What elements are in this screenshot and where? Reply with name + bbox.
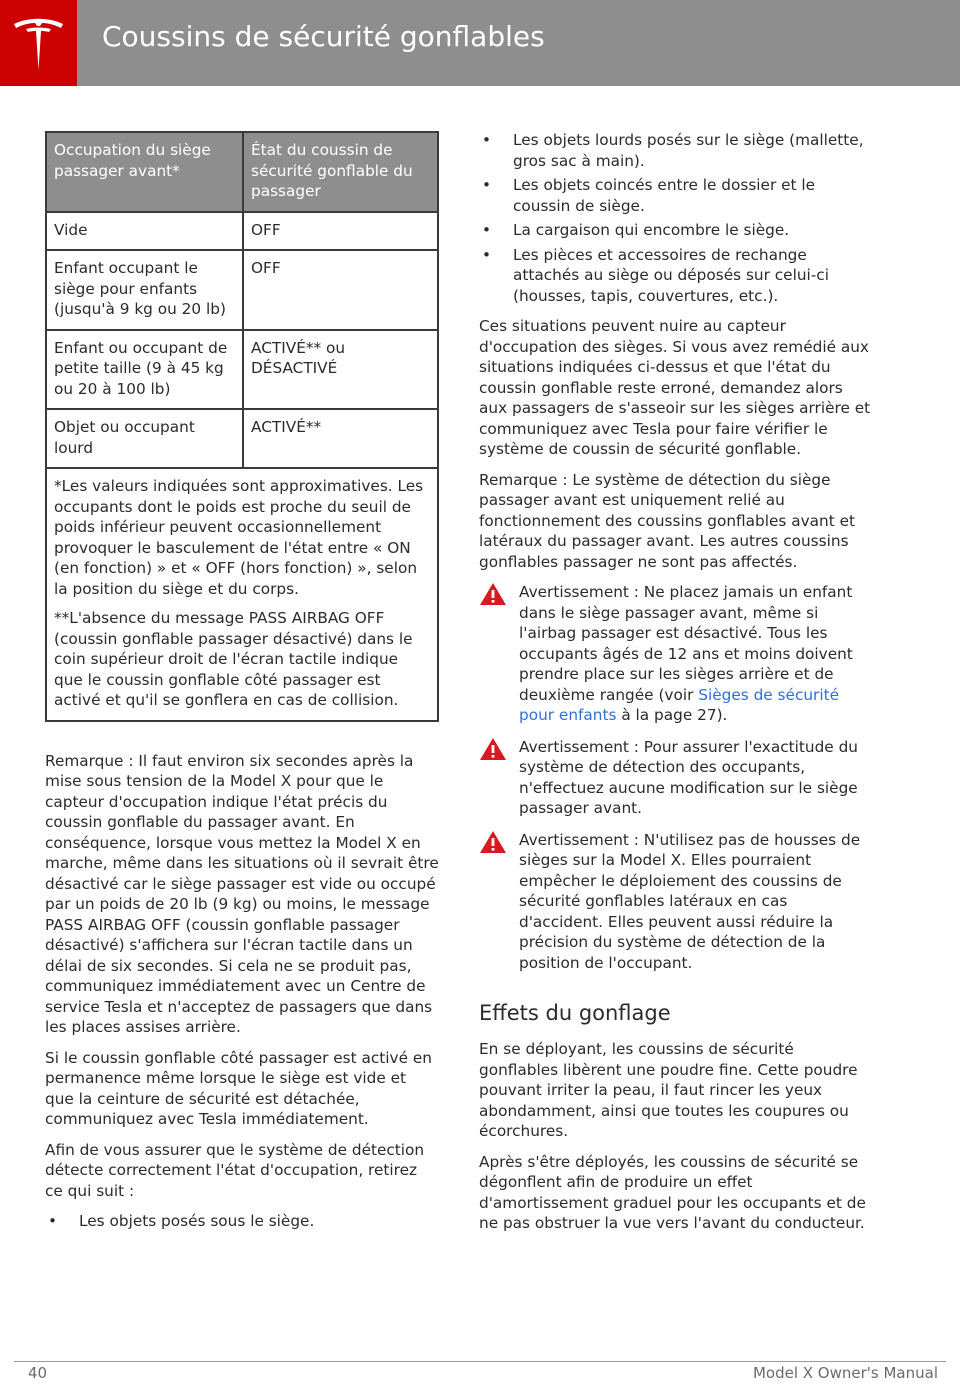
table-cell: ACTIVÉ**	[243, 409, 438, 468]
footer-divider	[14, 1361, 946, 1362]
table-notes	[46, 468, 438, 721]
list-item-text: La cargaison qui encombre le siège.	[513, 221, 790, 239]
list-item	[479, 175, 874, 216]
table-cell: Vide	[46, 212, 243, 251]
list-item	[479, 220, 874, 241]
page-title: Coussins de sécurité gonflables	[102, 20, 545, 53]
list-item-text: Les pièces et accessoires de rechange attachés au siège ou déposés sur celui-ci (housses, tapis, couvertures, etc.).	[513, 245, 829, 305]
list-item-text: Les objets lourds posés sur le siège (mallette, gros sac à main).	[513, 131, 864, 170]
warning-text: à la page 27).	[616, 706, 728, 724]
table-row	[46, 409, 438, 468]
warning-block	[479, 830, 874, 974]
table-header-row	[46, 132, 438, 212]
body-paragraph: En se déployant, les coussins de sécurité gonflables libèrent une poudre fine. Cette poudre pouvant irriter la peau, il faut rincer les yeux abondamment, ainsi que toutes les coupures ou écorchures.	[479, 1040, 858, 1140]
table-notes-row	[46, 468, 438, 721]
bullet-icon: •	[482, 245, 492, 264]
body-paragraph: Si le coussin gonflable côté passager est activé en permanence même lorsque le siège est vide et que la ceinture de sécurité est détachée, communiquez avec Tesla immédiatement.	[45, 1048, 432, 1128]
tesla-logo	[0, 0, 77, 86]
bullet-list	[45, 1211, 439, 1232]
manual-title: Model X Owner's Manual	[752, 1364, 938, 1382]
table-cell: Enfant occupant le siège pour enfants (jusqu'à 9 kg ou 20 lb)	[46, 250, 243, 330]
table-cell: ACTIVÉ** ou DÉSACTIVÉ	[243, 330, 438, 410]
table-row	[46, 330, 438, 410]
table-note: **L'absence du message PASS AIRBAG OFF (coussin gonflable passager désactivé) dans le coin supérieur droit de l'écran tactile indique que le coussin gonflable côté passager est activé et qu'il se gonflera en cas de collision.	[54, 609, 413, 709]
bullet-icon: •	[48, 1212, 58, 1230]
warning-text: Avertissement : N'utilisez pas de housses de sièges sur la Model X. Elles pourraient empêcher le déploiement des coussins de sécurité gonflables latéraux en cas d'accident. Elles peuvent aussi réduire la précision du système de détection de la position de l'occupant.	[519, 830, 861, 972]
section-heading: Effets du gonflage	[479, 1001, 671, 1025]
body-paragraph: Afin de vous assurer que le système de détection détecte correctement l'état d'occupation, retirez ce qui suit :	[45, 1140, 425, 1200]
list-item-text: Les objets posés sous le siège.	[79, 1212, 315, 1230]
body-paragraph: Remarque : Il faut environ six secondes après la mise sous tension de la Model X pour que le capteur d'occupation indique l'état précis du coussin gonflable du passager avant. En conséquence, lorsque vous mettez la Model X en marche, même dans les situations où il sevrait être désactivé car le siège passager est vide ou occupé par un poids de 20 lb (9 kg) ou moins, le message PASS AIRBAG OFF (coussin gonflable passager désactivé) s'affichera sur l'écran tactile dans un délai de six secondes. Si cela ne se produit pas, communiquez immédiatement avec un Centre de service Tesla et n'acceptez de passagers que dans les places assises arrière.	[45, 751, 439, 1036]
warning-block	[479, 737, 874, 819]
warning-icon	[479, 737, 507, 761]
list-item	[479, 130, 874, 171]
list-item-text: Les objets coincés entre le dossier et le coussin de siège.	[513, 176, 816, 215]
body-paragraph: Après s'être déployés, les coussins de sécurité se dégonflent afin de produire un effet d'amortissement graduel pour les occupants et de ne pas obstruer la vue vers l'avant du conducteur.	[479, 1152, 866, 1232]
list-item	[45, 1211, 439, 1232]
page-number: 40	[28, 1364, 48, 1382]
child-seats-link[interactable]: Sièges de sécurité pour enfants	[519, 685, 839, 724]
bullet-icon: •	[482, 176, 492, 194]
bullet-icon: •	[482, 131, 492, 149]
warning-block	[479, 582, 874, 726]
tesla-logo-icon	[12, 16, 65, 72]
warning-text: Avertissement : Pour assurer l'exactitude du système de détection des occupants, n'effectuez aucune modification sur le siège passager avant.	[519, 737, 858, 817]
warning-icon	[479, 582, 507, 606]
table-cell: Objet ou occupant lourd	[46, 409, 243, 468]
list-item	[479, 245, 874, 307]
table-row	[46, 212, 438, 251]
left-column	[45, 131, 439, 1242]
table-note: *Les valeurs indiquées sont approximatives. Les occupants dont le poids est proche du seuil de poids inférieur peuvent occasionnellement provoquer le basculement de l'état entre « ON (en fonction) » et « OFF (hors fonction) », selon la position du siège et du corps.	[54, 477, 424, 598]
warning-icon	[479, 830, 507, 854]
table-row	[46, 250, 438, 330]
table-cell: Enfant ou occupant de petite taille (9 à 45 kg ou 20 à 100 lb)	[46, 330, 243, 410]
right-column	[479, 130, 874, 1244]
table-header-cell: État du coussin de sécurité gonflable du passager	[243, 132, 438, 212]
bullet-list	[479, 130, 874, 306]
table-cell: OFF	[243, 212, 438, 251]
occupancy-table	[45, 131, 439, 722]
table-header-cell: Occupation du siège passager avant*	[46, 132, 243, 212]
warning-text: Avertissement : Ne placez jamais un enfant dans le siège passager avant, même si l'airbag passager est désactivé. Tous les occupants âgés de 12 ans et moins doivent prendre place sur les sièges arrière et de deuxième rangée (voir	[519, 583, 853, 704]
page-header	[0, 0, 960, 86]
table-cell: OFF	[243, 250, 438, 330]
bullet-icon: •	[482, 221, 492, 239]
body-paragraph: Ces situations peuvent nuire au capteur d'occupation des sièges. Si vous avez remédié aux situations indiquées ci-dessus et que l'état du coussin gonflable reste erroné, demandez alors aux passagers de s'asseoir sur les sièges arrière et communiquez avec Tesla pour faire vérifier le système de coussin de sécurité gonflable.	[479, 317, 871, 458]
body-paragraph: Remarque : Le système de détection du siège passager avant est uniquement relié au fonctionnement des coussins gonflables avant et latéraux du passager avant. Les autres coussins gonflables passager ne sont pas affectés.	[479, 470, 855, 571]
